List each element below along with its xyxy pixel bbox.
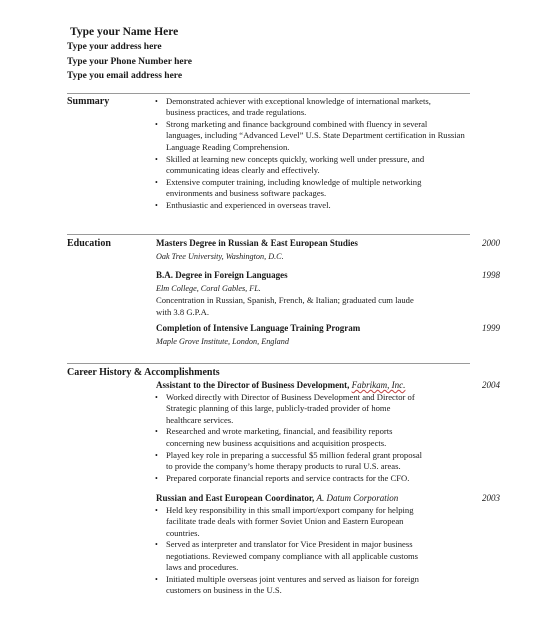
summary-bullet (155, 200, 480, 211)
job-company (352, 380, 406, 390)
career-divider (67, 363, 470, 364)
summary-bullet (155, 177, 480, 200)
bullet-line: Strategic planning of this large, publicly-traded provider of home (166, 403, 391, 414)
bullet-line: business practices, and trade regulations. (166, 107, 307, 118)
bullet-line: Prepared corporate financial reports and service contracts for the CFO. (166, 472, 410, 483)
job-bullet (155, 392, 480, 426)
bullet-line: languages, including “Advanced Level” U.S. State Department certification in Russian (166, 130, 465, 141)
bullet-icon: • (155, 393, 158, 402)
bullet-line: Worked directly with Director of Business Development and Director of (166, 392, 415, 402)
phone-line[interactable]: Type your Phone Number here (67, 56, 192, 67)
bullet-icon: • (155, 97, 158, 106)
bullet-line: communicating ideas clearly and effectively. (166, 164, 320, 175)
job-bullet (155, 426, 480, 449)
job-title-text: Russian and East European Coordinator, (156, 493, 315, 503)
bullet-line: customers on business in the U.S. (166, 585, 282, 596)
summary-list (155, 96, 480, 212)
education-degree[interactable]: Masters Degree in Russian & East European Studies (156, 238, 358, 248)
bullet-line: Strong marketing and finance background combined with fluency in several (166, 119, 428, 130)
summary-heading: Summary (67, 96, 110, 107)
education-year: 1998 (482, 270, 500, 280)
bullet-icon: • (155, 473, 158, 483)
bullet-line: Demonstrated achiever with exceptional knowledge of international markets, (166, 96, 431, 106)
job-title[interactable] (156, 379, 405, 391)
bullet-line: Played key role in preparing a successful $5 million federal grant proposal (166, 449, 423, 460)
bullet-icon: • (155, 427, 158, 437)
bullet-icon: • (155, 201, 158, 211)
bullet-line: Skilled at learning new concepts quickly, working well under pressure, and (166, 153, 425, 164)
job-year: 2003 (482, 493, 500, 503)
bullet-line: Language Reading Comprehension. (166, 141, 290, 152)
education-degree[interactable]: Completion of Intensive Language Training Program (156, 323, 361, 333)
bullet-line: facilitate trade deals with former Soviet Union and Eastern European (166, 516, 404, 527)
name-heading[interactable]: Type your Name Here (70, 26, 179, 38)
bullet-line: Initiated multiple overseas joint ventures and served as liaison for foreign (166, 573, 419, 584)
job-company-name: Fabrikam, Inc. (351, 380, 406, 390)
bullet-icon: • (155, 574, 158, 584)
education-detail-line: Concentration in Russian, Spanish, French, & Italian; graduated cum laude (156, 295, 414, 305)
job-bullet (155, 539, 480, 573)
job-company: A. Datum Corporation (316, 493, 399, 503)
bullet-icon: • (155, 154, 158, 164)
education-detail-line: with 3.8 G.P.A. (156, 306, 210, 317)
bullet-line: healthcare services. (166, 414, 234, 425)
career-heading: Career History & Accomplishments (67, 367, 220, 378)
bullet-line: negotiations. Reviewed company compliance with all applicable customs (166, 550, 419, 561)
bullet-line: to provide the company’s home therapy products to rural U.S. areas. (166, 460, 401, 471)
job-year: 2004 (482, 380, 500, 390)
summary-bullet (155, 96, 480, 119)
address-line[interactable]: Type your address here (67, 42, 162, 52)
bullet-line: Served as interpreter and translator for Vice President in major business (166, 539, 413, 550)
job-bullet (155, 450, 480, 473)
education-heading: Education (67, 238, 111, 249)
education-details (156, 295, 476, 318)
bullet-icon: • (155, 506, 158, 515)
education-institution: Maple Grove Institute, London, England (156, 337, 289, 346)
summary-divider (67, 93, 470, 94)
bullet-line: Extensive computer training, including knowledge of multiple networking (166, 176, 422, 187)
bullet-icon: • (155, 120, 158, 130)
bullet-icon: • (155, 177, 158, 187)
bullet-line: Researched and wrote marketing, financial, and feasibility reports (166, 426, 393, 437)
summary-bullet (155, 154, 480, 177)
bullet-line: Enthusiastic and experienced in overseas travel. (166, 200, 331, 211)
job-bullet (155, 473, 480, 484)
education-degree[interactable]: B.A. Degree in Foreign Languages (156, 270, 288, 280)
bullet-line: concerning new business acquisitions and acquisition prospects. (166, 437, 387, 448)
job-title[interactable] (156, 492, 398, 504)
job-bullet (155, 505, 480, 539)
job-bullet-list (155, 505, 480, 597)
education-year: 2000 (482, 238, 500, 248)
job-title-text: Assistant to the Director of Business Development, (156, 380, 350, 390)
bullet-line: countries. (166, 527, 200, 538)
contact-block (67, 24, 192, 84)
email-line[interactable]: Type you email address here (67, 71, 183, 81)
job-bullet-list (155, 392, 480, 485)
education-year: 1999 (482, 323, 500, 333)
job-bullet (155, 574, 480, 597)
bullet-line: laws and procedures. (166, 562, 239, 573)
education-institution: Elm College, Coral Gables, FL. (156, 284, 261, 293)
education-divider (67, 234, 470, 235)
bullet-line: environments and business software packages. (166, 188, 327, 199)
bullet-line: Held key responsibility in this small import/export company for helping (166, 505, 414, 515)
education-institution: Oak Tree University, Washington, D.C. (156, 252, 284, 261)
summary-bullet (155, 119, 480, 153)
bullet-icon: • (155, 450, 158, 460)
bullet-icon: • (155, 540, 158, 550)
